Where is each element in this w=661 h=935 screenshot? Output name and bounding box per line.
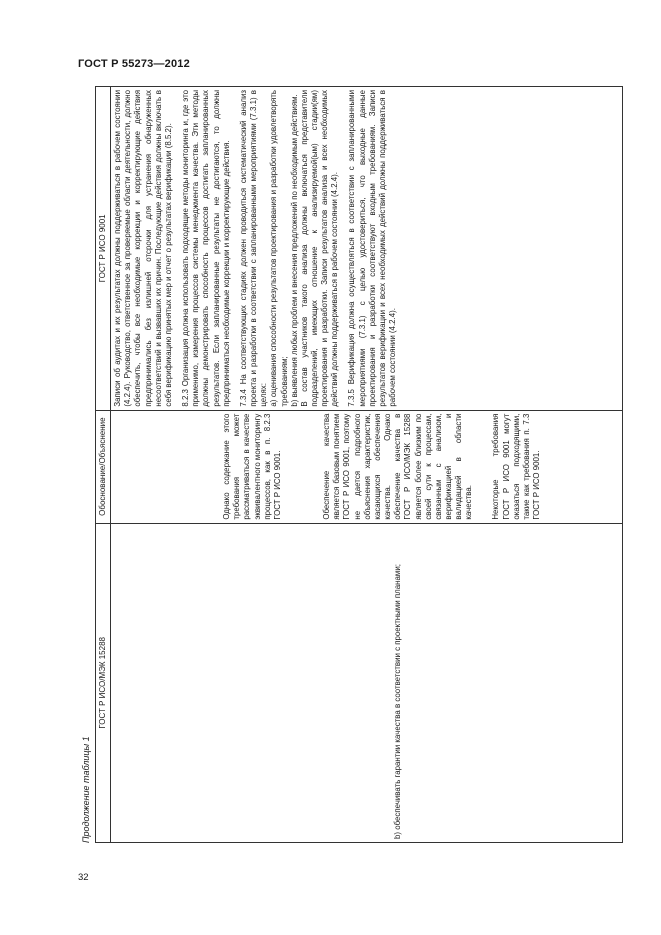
- rotated-table-frame: [79, 86, 623, 843]
- comparison-table: [95, 86, 623, 843]
- document-code-header: ГОСТ Р 55273—2012: [78, 58, 190, 70]
- cell-spacer: [113, 527, 393, 839]
- cell-spacer: [290, 414, 322, 520]
- column-header: Обоснование/Объяснение: [96, 410, 111, 523]
- cell-explanation: [111, 410, 623, 523]
- cell-text: Обеспечение качества является базовым понятием ГОСТ Р ИСО 9001, поэтому не дается подробного объяснения характеристик, касающихся обеспечения качества. Однако обеспечение качества в ГОСТ Р ИСО/МЭК 15288 является более близким по своей сути к процессам, связанным с анализом, верификацией и валидацией в области качества.: [322, 413, 474, 520]
- table-caption: Продолжение таблицы 1: [81, 736, 91, 843]
- cell-spacer: [113, 414, 222, 520]
- column-header: ГОСТ Р ИСО 9001: [96, 87, 111, 411]
- cell-text: Некоторые требования ГОСТ Р ИСО 9001 могут оказаться подходящими, такие как требования п. 7.3 ГОСТ Р ИСО 9001.: [491, 413, 542, 520]
- cell-gost-9001: [111, 87, 623, 411]
- cell-spacer: [481, 414, 491, 520]
- cell-text: 8.2.3 Организация должна использовать подходящие методы мониторинга и, где это применимо, измерения процессов системы менеджмента качества. Эти методы должны демонстрировать способность процессов достигать запланированных результатов. Если запланированные результаты не достигаются, то должны предприниматься необходимые коррекции и корректирующие действия.: [181, 90, 231, 407]
- column-header: ГОСТ Р ИСО/МЭК 15288: [96, 523, 111, 842]
- cell-text: 7.3.5 Верификация должна осуществляться в соответствии с запланированными мероприятиями (7.3.1) с целью удостовериться, что выходные данные проектирования и разработки соответствуют входным требованиям. Записи результатов верификации и всех необходимых действий должны поддерживаться в рабочем состоянии (4.2.4).: [347, 90, 398, 407]
- table-header-row: [96, 87, 111, 843]
- table-row: [111, 87, 623, 843]
- cell-text: Записи об аудитах и их результатах должны поддерживаться в рабочем состоянии (4.2.4). Руководство, ответственное за проверяемые области деятельности, должно обеспечить, чтобы все необходимые коррекции и корректирующие действия предпринимались без излишней отсрочки для устранения обнаруженных несоответствий и вызвавших их причин. Последующие действия должны включать в себя верификацию принятых мер и отчет о результатах верификации (8.5.2).: [113, 90, 173, 407]
- cell-gost-15288: [111, 523, 623, 842]
- cell-text: 7.3.4 На соответствующих стадиях должен проводиться систематический анализ проекта и разработки в соответствии с запланированными мероприятиями (7.3.1) в целях: а) оценивания способности результатов проектирования и разработки удовлетворять требованиям; b) выявления любых проблем и внесения предложений по необходимым действиям. В состав участников такого анализа должны включаться представители подразделений, имеющих отношение к анализируемой(ым) стадии(ям) проектирования и разработки. Записи результатов анализа и всех необходимых действий должны поддерживаться в рабочем состоянии (4.2.4).: [238, 90, 340, 407]
- cell-text: b) обеспечивать гарантии качества в соответствии с проектными планами;: [393, 564, 403, 839]
- page-number: 32: [78, 872, 89, 883]
- cell-text: Однако содержание этого требования может рассматриваться в качестве эквивалентного мониторингу процессов, как в п. 8.2.3 ГОСТ Р ИСО 9001.: [222, 413, 282, 520]
